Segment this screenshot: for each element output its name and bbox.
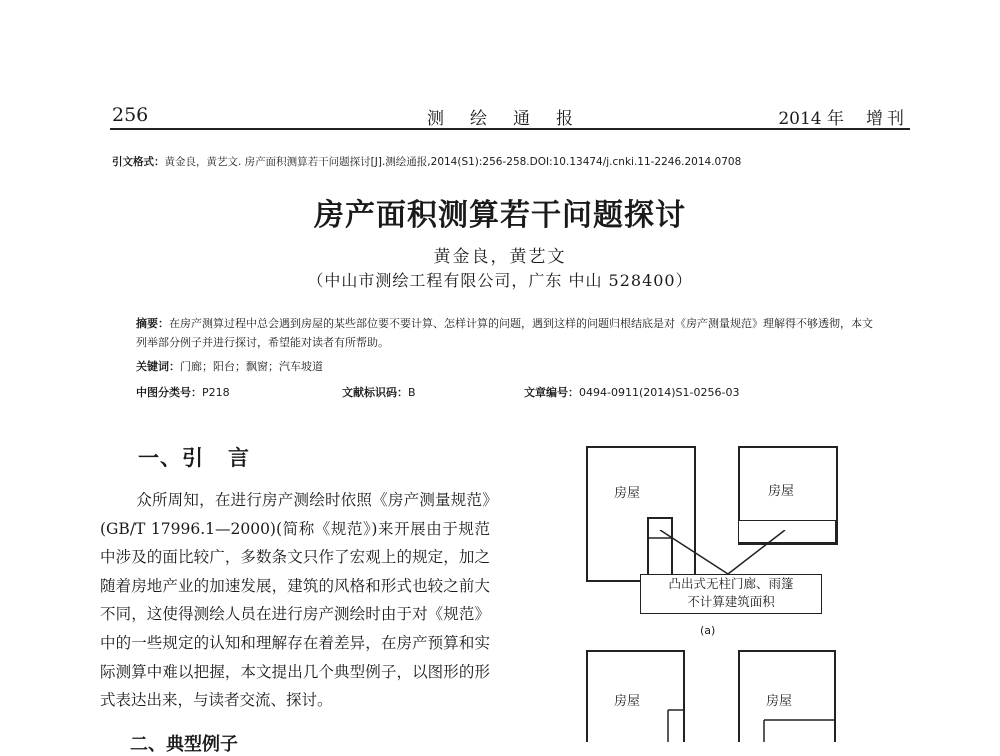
abstract-label: 摘要：: [136, 317, 169, 330]
callout-line-2: 不计算建筑面积: [687, 594, 775, 609]
figure-callout: [640, 574, 822, 614]
section-word-1: 引: [182, 445, 204, 470]
keywords-label: 关键词：: [136, 360, 180, 373]
clc-label: 中图分类号：: [136, 386, 202, 399]
citation-line: [112, 154, 741, 169]
article-number: [524, 384, 739, 400]
doc-code-label: 文献标识码：: [342, 386, 408, 399]
citation-text: 黄金良，黄艺文. 房产面积测算若干问题探讨[J].测绘通报,2014(S1):256-258.DOI:10.13474/j.cnki.11-2246.2014.0708: [164, 156, 742, 168]
citation-label: 引文格式：: [112, 156, 165, 168]
issue-info: [778, 104, 908, 129]
document-code: [342, 384, 416, 400]
section-heading-examples: 二、典型例子: [130, 734, 238, 755]
keywords: [136, 358, 323, 374]
issue-year: 2014 年: [778, 109, 844, 129]
doc-code-value: B: [408, 386, 416, 399]
intro-paragraph: [100, 486, 490, 715]
issue-suffix: 增刊: [866, 109, 908, 129]
leader-lines: [640, 530, 800, 580]
journal-name: 测绘通报: [427, 109, 599, 129]
room-label-left-b: 房屋: [614, 694, 641, 709]
section-word-2: 言: [228, 445, 250, 470]
abstract-text: 在房产测算过程中总会遇到房屋的某些部位要不要计算、怎样计算的问题，遇到这样的问题归根结底是对《房产测量规范》理解得不够透彻，本文列举部分例子并进行探讨，希望能对读者有所帮助。: [136, 317, 873, 349]
page-number: 256: [112, 104, 149, 126]
room-label-right-b: 房屋: [766, 694, 793, 709]
clc-number: [136, 384, 230, 400]
article-number-value: 0494-0911(2014)S1-0256-03: [579, 386, 740, 399]
room-label-left: 房屋: [614, 486, 641, 501]
figure-caption-a: (a): [700, 624, 716, 637]
keywords-text: 门廊；阳台；飘窗；汽车坡道: [180, 360, 323, 373]
article-title: 房产面积测算若干问题探讨: [314, 198, 686, 233]
room-label-right: 房屋: [768, 484, 795, 499]
callout-line-1: 凸出式无柱门廊、雨篷: [668, 576, 794, 591]
abstract: [136, 314, 881, 352]
article-number-label: 文章编号：: [524, 386, 579, 399]
section-heading-intro: [138, 442, 250, 472]
intro-paragraph-text: 众所周知，在进行房产测绘时依照《房产测量规范》(GB/T 17996.1—2000)(简称《规范》)来开展由于规范中涉及的面比较广，多数条文只作了宏观上的规定，加之随着房地产业的加速发展，建筑的风格和形式也较之前大不同，这使得测绘人员在进行房产测绘时由于对《规范》中的一些规定的认知和理解存在着差异，在房产预算和实际测算中难以把握，本文提出几个典型例子，以图形的形式表达出来，与读者交流、探讨。: [100, 491, 490, 710]
left-building-b-outline: [586, 650, 696, 742]
article-affiliation: （中山市测绘工程有限公司，广东 中山 528400）: [307, 271, 693, 290]
article-authors: 黄金良，黄艺文: [433, 247, 567, 267]
clc-value: P218: [202, 386, 230, 399]
section-number: 一、: [138, 445, 182, 470]
header-rule: [110, 128, 910, 130]
